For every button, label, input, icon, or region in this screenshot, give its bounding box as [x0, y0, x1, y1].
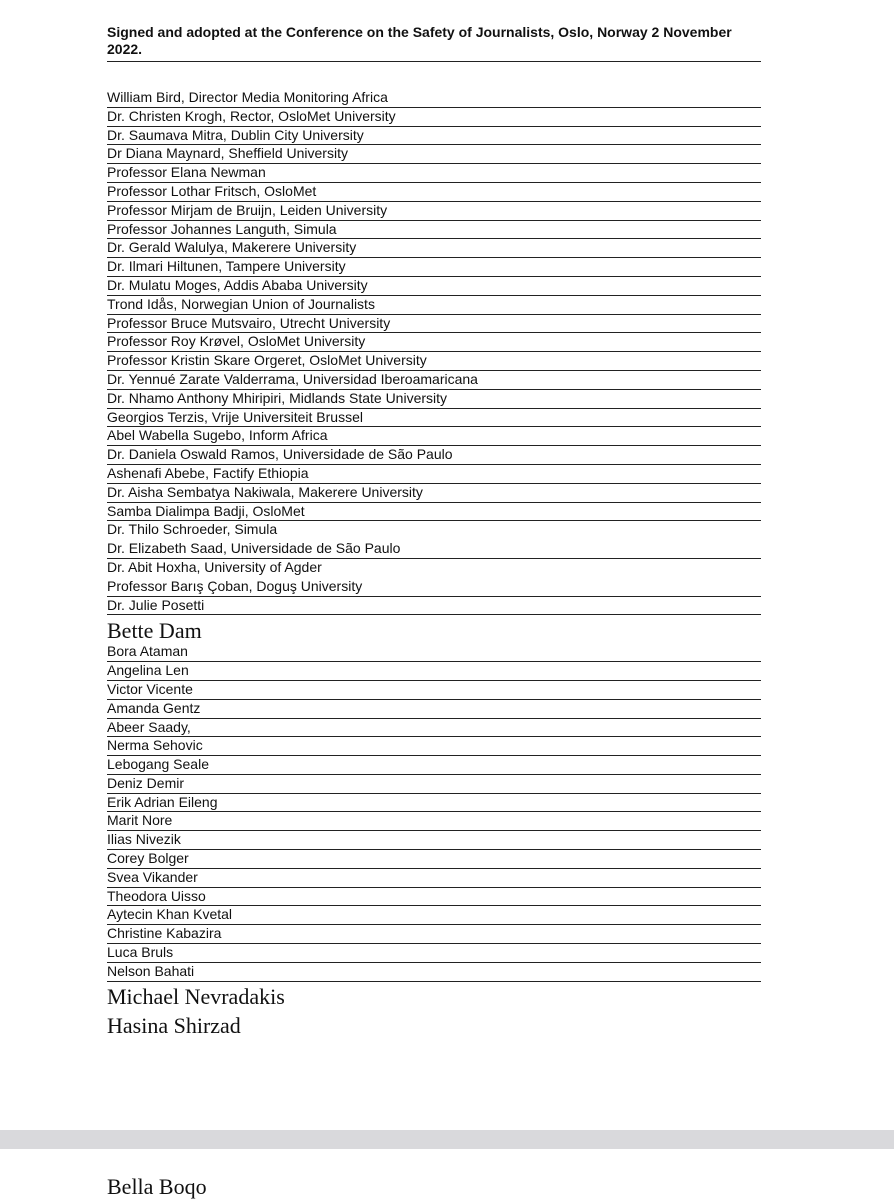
signatory-row: Ashenafi Abebe, Factify Ethiopia: [107, 465, 761, 484]
signatory-row: Amanda Gentz: [107, 700, 761, 719]
signatory-row: Dr. Julie Posetti: [107, 597, 761, 616]
signatory-row: Erik Adrian Eileng: [107, 794, 761, 813]
bottom-serif-name: Bella Boqo: [107, 1174, 207, 1199]
signatory-row: Dr. Thilo Schroeder, Simula: [107, 521, 278, 538]
signatory-row: Ilias Nivezik: [107, 831, 761, 850]
signatory-row: Dr. Ilmari Hiltunen, Tampere University: [107, 258, 761, 277]
signatory-row: Dr. Abit Hoxha, University of Agder: [107, 558, 322, 575]
signatory-row: Professor Elana Newman: [107, 164, 761, 183]
signatory-row: Marit Nore: [107, 812, 761, 831]
signatory-row: William Bird, Director Media Monitoring Africa: [107, 89, 761, 108]
signatory-row: Dr. Aisha Sembatya Nakiwala, Makerere University: [107, 484, 761, 503]
signatory-row: Christine Kabazira: [107, 925, 761, 944]
signatory-row: Svea Vikander: [107, 869, 761, 888]
signatory-row: Dr. Christen Krogh, Rector, OsloMet University: [107, 108, 761, 127]
signatory-row: Bora Ataman: [107, 643, 761, 662]
signatory-list: [107, 89, 761, 982]
signatory-row: Nelson Bahati: [107, 963, 761, 982]
signatory-row: Professor Bruce Mutsvairo, Utrecht University: [107, 315, 761, 334]
signatory-row: Theodora Uisso: [107, 888, 761, 907]
signatory-row: Dr. Saumava Mitra, Dublin City University: [107, 127, 761, 146]
signatory-row: Dr. Daniela Oswald Ramos, Universidade de São Paulo: [107, 446, 761, 465]
document-heading: Signed and adopted at the Conference on the Safety of Journalists, Oslo, Norway 2 November 2022.: [107, 24, 732, 57]
signatory-row: Corey Bolger: [107, 850, 761, 869]
signatory-row: Trond Idås, Norwegian Union of Journalists: [107, 296, 761, 315]
serif-name: Hasina Shirzad: [107, 1013, 241, 1038]
signatory-row: Professor Mirjam de Bruijn, Leiden University: [107, 202, 761, 221]
signatory-row: Professor Barış Çoban, Doguş University: [107, 578, 761, 597]
signatory-row: Professor Kristin Skare Orgeret, OsloMet University: [107, 352, 761, 371]
signatory-row: Victor Vicente: [107, 681, 761, 700]
signatory-row: Aytecin Khan Kvetal: [107, 906, 761, 925]
signatory-row: Professor Roy Krøvel, OsloMet University: [107, 333, 761, 352]
signatory-row: Abel Wabella Sugebo, Inform Africa: [107, 427, 761, 446]
signatory-row: Georgios Terzis, Vrije Universiteit Brussel: [107, 409, 761, 428]
signatory-row: Luca Bruls: [107, 944, 761, 963]
signatory-row: Dr. Mulatu Moges, Addis Ababa University: [107, 277, 761, 296]
handwritten-style-name: Bette Dam: [107, 618, 202, 644]
signatory-row: Dr. Yennué Zarate Valderrama, Universidad Iberoamaricana: [107, 371, 761, 390]
signatory-row: Dr. Gerald Walulya, Makerere University: [107, 239, 761, 258]
signatory-row: Dr. Elizabeth Saad, Universidade de São Paulo: [107, 540, 761, 559]
serif-name: Michael Nevradakis: [107, 984, 285, 1009]
signatory-row: Nerma Sehovic: [107, 737, 761, 756]
heading-divider: [107, 61, 761, 62]
signatory-row: Samba Dialimpa Badji, OsloMet: [107, 503, 761, 522]
signatory-row: Professor Lothar Fritsch, OsloMet: [107, 183, 761, 202]
page-separator-band: [0, 1130, 894, 1149]
signatory-row: Abeer Saady,: [107, 719, 761, 738]
signatory-row: Dr Diana Maynard, Sheffield University: [107, 145, 761, 164]
signatory-row: Lebogang Seale: [107, 756, 761, 775]
signatory-row: Dr. Nhamo Anthony Mhiripiri, Midlands State University: [107, 390, 761, 409]
signatory-row: Deniz Demir: [107, 775, 761, 794]
signatory-row: Angelina Len: [107, 662, 761, 681]
signatory-row: Professor Johannes Languth, Simula: [107, 221, 761, 240]
